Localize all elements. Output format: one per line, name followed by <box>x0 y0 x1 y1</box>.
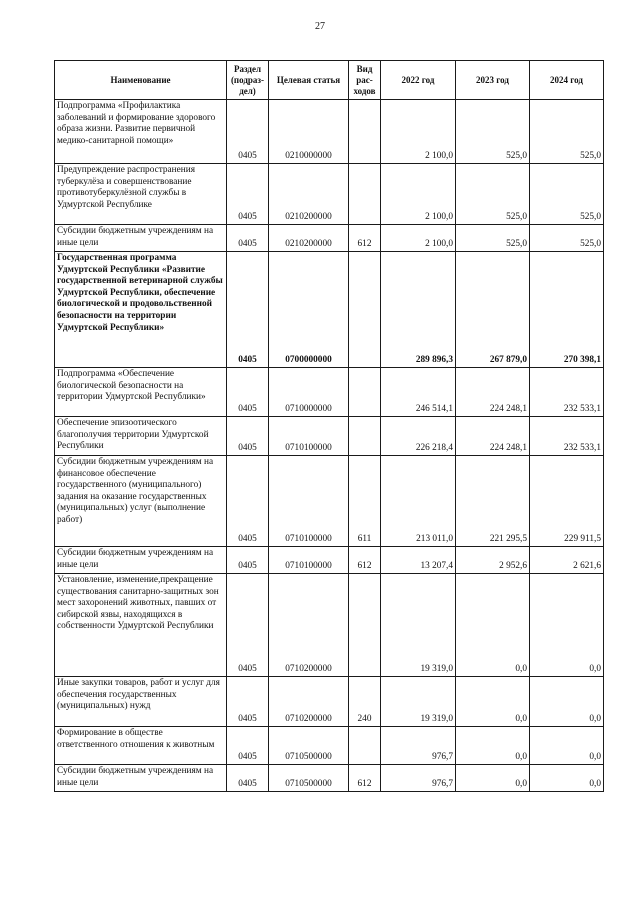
row-type: 612 <box>349 765 381 792</box>
header-2023: 2023 год <box>456 61 530 100</box>
row-2023: 0,0 <box>456 574 530 677</box>
row-section: 0405 <box>227 225 269 252</box>
row-2023: 224 248,1 <box>456 417 530 456</box>
table-row <box>55 547 604 574</box>
table-row <box>55 727 604 765</box>
row-section: 0405 <box>227 677 269 727</box>
row-2022: 2 100,0 <box>381 100 456 164</box>
row-2024: 270 398,1 <box>530 252 604 368</box>
row-2022: 19 319,0 <box>381 677 456 727</box>
row-2023: 224 248,1 <box>456 368 530 417</box>
row-2022: 19 319,0 <box>381 574 456 677</box>
row-type <box>349 100 381 164</box>
row-2022: 246 514,1 <box>381 368 456 417</box>
row-2024: 525,0 <box>530 225 604 252</box>
row-2023: 0,0 <box>456 727 530 765</box>
table-row <box>55 574 604 677</box>
row-section: 0405 <box>227 456 269 547</box>
row-2024: 229 911,5 <box>530 456 604 547</box>
row-2023: 0,0 <box>456 677 530 727</box>
row-2023: 267 879,0 <box>456 252 530 368</box>
row-section: 0405 <box>227 100 269 164</box>
table-row <box>55 225 604 252</box>
row-2023: 525,0 <box>456 164 530 225</box>
row-target: 0710000000 <box>269 368 349 417</box>
row-section: 0405 <box>227 574 269 677</box>
row-name: Установление, изменение,прекращение существования санитарно-защитных зон мест захоронений животных, павших от сибирской язвы, находящихся в собственности Удмуртской Республики <box>55 574 227 677</box>
table-header-row <box>55 61 604 100</box>
row-name: Субсидии бюджетным учреждениям на иные цели <box>55 547 227 574</box>
row-target: 0710100000 <box>269 456 349 547</box>
row-target: 0710100000 <box>269 417 349 456</box>
row-2022: 13 207,4 <box>381 547 456 574</box>
row-2023: 2 952,6 <box>456 547 530 574</box>
row-2024: 0,0 <box>530 677 604 727</box>
table-row <box>55 368 604 417</box>
row-target: 0210000000 <box>269 100 349 164</box>
row-2023: 221 295,5 <box>456 456 530 547</box>
row-name: Иные закупки товаров, работ и услуг для обеспечения государственных (муниципальных) нужд <box>55 677 227 727</box>
row-section: 0405 <box>227 368 269 417</box>
row-type: 240 <box>349 677 381 727</box>
row-target: 0710200000 <box>269 677 349 727</box>
row-2023: 525,0 <box>456 100 530 164</box>
row-2024: 232 533,1 <box>530 368 604 417</box>
table-row <box>55 252 604 368</box>
row-2024: 525,0 <box>530 100 604 164</box>
row-section: 0405 <box>227 765 269 792</box>
row-2022: 226 218,4 <box>381 417 456 456</box>
header-target: Целевая статья <box>269 61 349 100</box>
row-2022: 289 896,3 <box>381 252 456 368</box>
header-section: Раздел (подраз-дел) <box>227 61 269 100</box>
row-target: 0210200000 <box>269 225 349 252</box>
table-row <box>55 677 604 727</box>
row-2024: 0,0 <box>530 765 604 792</box>
row-target: 0710200000 <box>269 574 349 677</box>
row-name: Субсидии бюджетным учреждениям на финансовое обеспечение государственного (муниципального) задания на оказание государственных (муниципальных) услуг (выполнение работ) <box>55 456 227 547</box>
row-2023: 525,0 <box>456 225 530 252</box>
row-type <box>349 727 381 765</box>
row-section: 0405 <box>227 417 269 456</box>
row-name: Обеспечение эпизоотического благополучия территории Удмуртской Республики <box>55 417 227 456</box>
row-type: 612 <box>349 547 381 574</box>
row-2024: 2 621,6 <box>530 547 604 574</box>
row-target: 0210200000 <box>269 164 349 225</box>
row-2022: 976,7 <box>381 727 456 765</box>
row-name: Формирование в обществе ответственного отношения к животным <box>55 727 227 765</box>
row-section: 0405 <box>227 164 269 225</box>
row-name: Подпрограмма «Обеспечение биологической безопасности на территории Удмуртской Республики» <box>55 368 227 417</box>
header-type: Вид рас-ходов <box>349 61 381 100</box>
row-2022: 976,7 <box>381 765 456 792</box>
header-2022: 2022 год <box>381 61 456 100</box>
row-name: Субсидии бюджетным учреждениям на иные цели <box>55 765 227 792</box>
header-2024: 2024 год <box>530 61 604 100</box>
row-name: Предупреждение распространения туберкулёза и совершенствование противотуберкулёзной службы в Удмуртской Республике <box>55 164 227 225</box>
row-2024: 232 533,1 <box>530 417 604 456</box>
row-2024: 525,0 <box>530 164 604 225</box>
row-target: 0710500000 <box>269 765 349 792</box>
row-2024: 0,0 <box>530 574 604 677</box>
row-section: 0405 <box>227 547 269 574</box>
row-type <box>349 574 381 677</box>
row-2024: 0,0 <box>530 727 604 765</box>
row-section: 0405 <box>227 727 269 765</box>
table-row <box>55 456 604 547</box>
row-type <box>349 368 381 417</box>
table-row <box>55 164 604 225</box>
row-2023: 0,0 <box>456 765 530 792</box>
row-type: 611 <box>349 456 381 547</box>
header-name: Наименование <box>55 61 227 100</box>
table-row <box>55 765 604 792</box>
row-2022: 2 100,0 <box>381 225 456 252</box>
page-number: 27 <box>315 21 325 32</box>
row-name: Государственная программа Удмуртской Республики «Развитие государственной ветеринарной службы Удмуртской Республики, обеспечение биологической и продовольственной безопасности на территории Удмуртской Республики» <box>55 252 227 368</box>
row-type <box>349 164 381 225</box>
row-type <box>349 417 381 456</box>
budget-table <box>54 60 604 792</box>
row-name: Подпрограмма «Профилактика заболеваний и формирование здорового образа жизни. Развитие первичной медико-санитарной помощи» <box>55 100 227 164</box>
row-name: Субсидии бюджетным учреждениям на иные цели <box>55 225 227 252</box>
table-row <box>55 417 604 456</box>
row-type: 612 <box>349 225 381 252</box>
row-2022: 2 100,0 <box>381 164 456 225</box>
row-target: 0700000000 <box>269 252 349 368</box>
row-target: 0710100000 <box>269 547 349 574</box>
table-row <box>55 100 604 164</box>
row-2022: 213 011,0 <box>381 456 456 547</box>
row-section: 0405 <box>227 252 269 368</box>
row-target: 0710500000 <box>269 727 349 765</box>
row-type <box>349 252 381 368</box>
